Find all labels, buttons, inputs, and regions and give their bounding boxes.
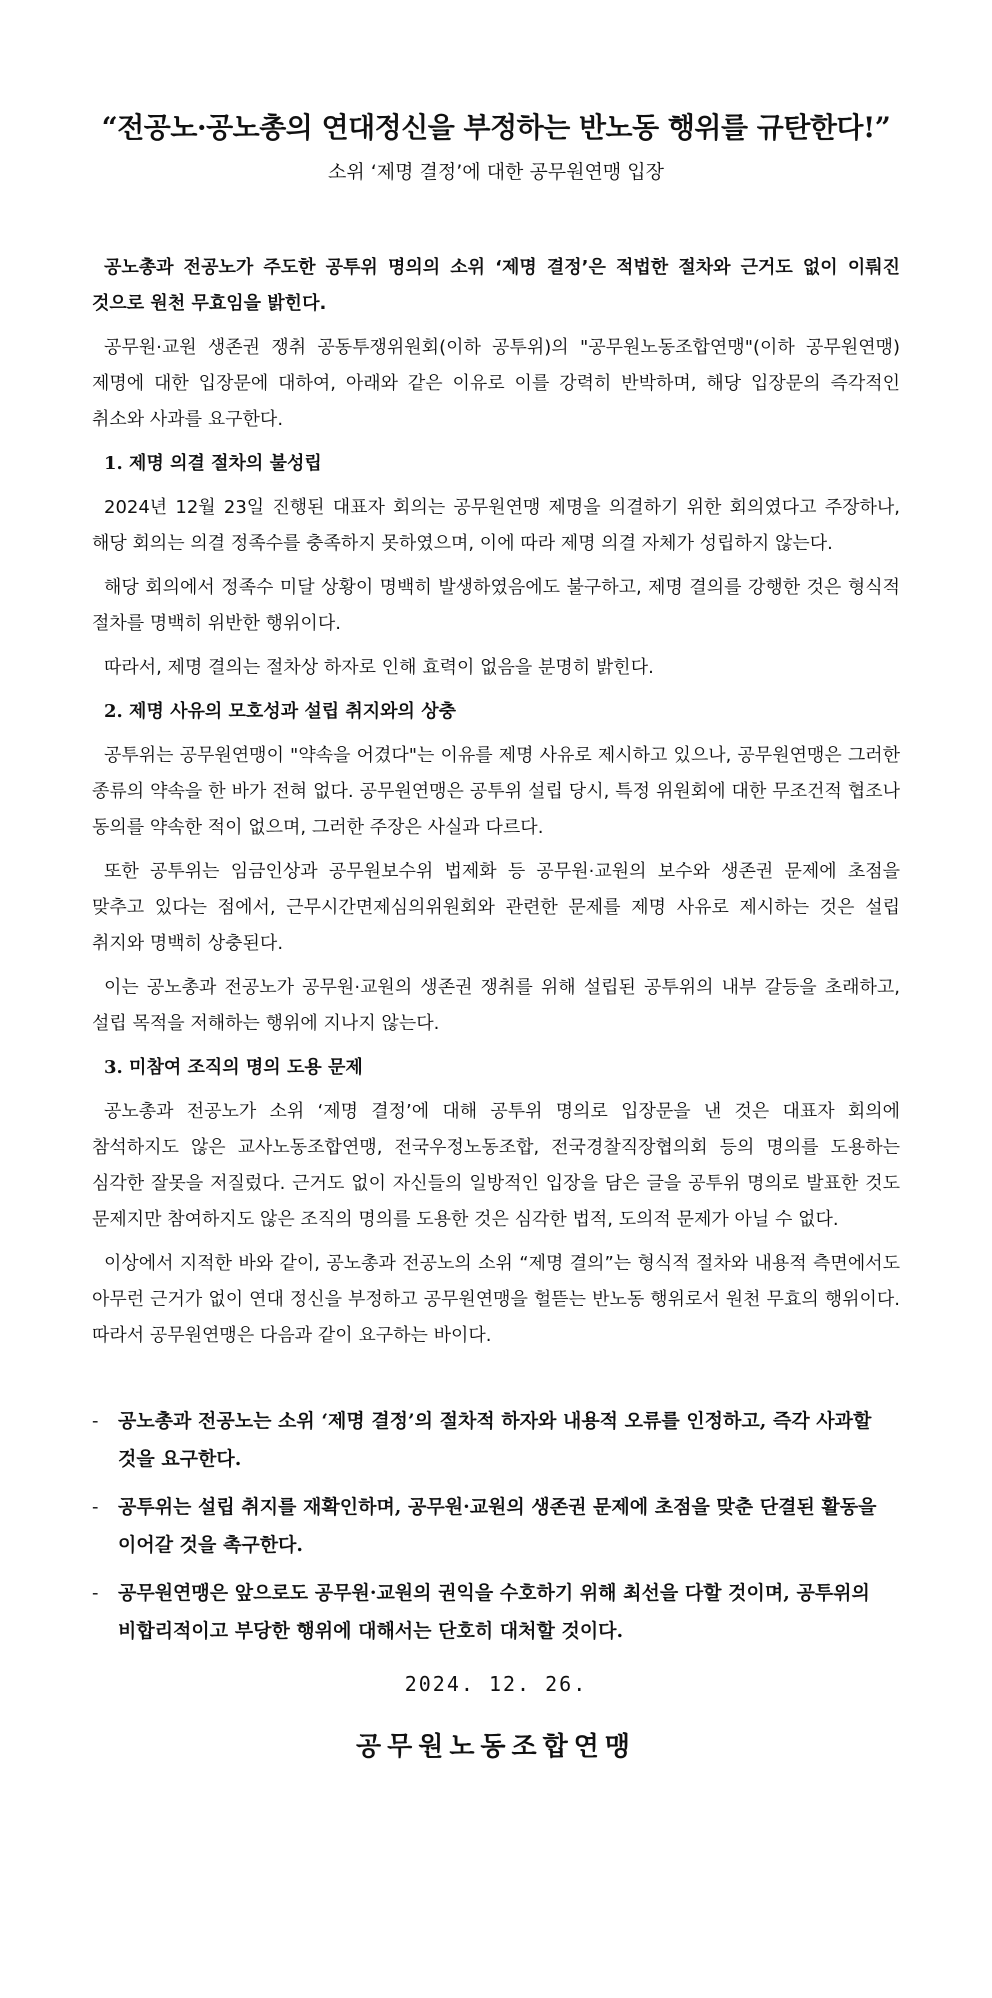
section-heading-2: 2. 제명 사유의 모호성과 설립 취지와의 상충: [104, 701, 456, 722]
demand-item: [92, 1488, 900, 1564]
document-body: [92, 250, 900, 1354]
section-2-paragraph: 또한 공투위는 임금인상과 공무원보수위 법제화 등 공무원·교원의 보수와 생존권 문제에 초점을 맞추고 있다는 점에서, 근무시간면제심의위원회와 관련한 문제를 제명 사유로 제시하는 것은 설립 취지와 명백히 상충된다.: [92, 861, 900, 954]
section-1-paragraph: 해당 회의에서 정족수 미달 상황이 명백히 발생하였음에도 불구하고, 제명 결의를 강행한 것은 형식적 절차를 명백히 위반한 행위이다.: [92, 577, 900, 634]
bullet-dash: -: [92, 1410, 99, 1432]
lead-statement: 공노총과 전공노가 주도한 공투위 명의의 소위 ‘제명 결정’은 적법한 절차와 근거도 없이 이뤄진 것으로 원천 무효임을 밝힌다.: [92, 257, 900, 314]
demand-text: 공노총과 전공노는 소위 ‘제명 결정’의 절차적 하자와 내용적 오류를 인정하고, 즉각 사과할 것을 요구한다.: [118, 1410, 872, 1470]
intro-paragraph: 공무원·교원 생존권 쟁취 공동투쟁위원회(이하 공투위)의 "공무원노동조합연맹"(이하 공무원연맹) 제명에 대한 입장문에 대하여, 아래와 같은 이유로 이를 강력히 반박하며, 해당 입장문의 즉각적인 취소와 사과를 요구한다.: [92, 337, 900, 430]
bullet-dash: -: [92, 1582, 99, 1604]
section-3-paragraph: 공노총과 전공노가 소위 ‘제명 결정’에 대해 공투위 명의로 입장문을 낸 것은 대표자 회의에 참석하지도 않은 교사노동조합연맹, 전국우정노동조합, 전국경찰직장협의회 등의 명의를 도용하는 심각한 잘못을 저질렀다. 근거도 없이 자신들의 일방적인 입장을 담은 글을 공투위 명의로 발표한 것도 문제지만 참여하지도 않은 조직의 명의를 도용한 것은 심각한 법적, 도의적 문제가 아닐 수 없다.: [92, 1101, 900, 1230]
section-heading-1: 1. 제명 의결 절차의 불성립: [104, 453, 322, 474]
section-2-paragraph: 이는 공노총과 전공노가 공무원·교원의 생존권 쟁취를 위해 설립된 공투위의 내부 갈등을 초래하고, 설립 목적을 저해하는 행위에 지나지 않는다.: [92, 977, 900, 1034]
demand-item: [92, 1402, 900, 1478]
statement-date: 2024. 12. 26.: [404, 1672, 588, 1696]
demand-item: [92, 1574, 900, 1650]
section-2-paragraph: 공투위는 공무원연맹이 "약속을 어겼다"는 이유를 제명 사유로 제시하고 있으나, 공무원연맹은 그러한 종류의 약속을 한 바가 전혀 없다. 공무원연맹은 공투위 설립 당시, 특정 위원회에 대한 무조건적 협조나 동의를 약속한 적이 없으며, 그러한 주장은 사실과 다르다.: [92, 745, 900, 838]
section-1-paragraph: 2024년 12월 23일 진행된 대표자 회의는 공무원연맹 제명을 의결하기 위한 회의였다고 주장하나, 해당 회의는 의결 정족수를 충족하지 못하였으며, 이에 따라 제명 의결 자체가 성립하지 않는다.: [92, 497, 900, 554]
demand-text: 공투위는 설립 취지를 재확인하며, 공무원·교원의 생존권 문제에 초점을 맞춘 단결된 활동을 이어갈 것을 촉구한다.: [118, 1496, 877, 1556]
document-subtitle: 소위 ‘제명 결정’에 대한 공무원연맹 입장: [328, 161, 664, 183]
bullet-dash: -: [92, 1496, 99, 1518]
document-title: “전공노·공노총의 연대정신을 부정하는 반노동 행위를 규탄한다!”: [101, 111, 891, 144]
demands-list: [92, 1402, 900, 1650]
demand-text: 공무원연맹은 앞으로도 공무원·교원의 권익을 수호하기 위해 최선을 다할 것이며, 공투위의 비합리적이고 부당한 행위에 대해서는 단호히 대처할 것이다.: [118, 1582, 870, 1642]
section-1-paragraph: 따라서, 제명 결의는 절차상 하자로 인해 효력이 없음을 분명히 밝힌다.: [104, 657, 654, 678]
section-3-paragraph: 이상에서 지적한 바와 같이, 공노총과 전공노의 소위 “제명 결의”는 형식적 절차와 내용적 측면에서도 아무런 근거가 없이 연대 정신을 부정하고 공무원연맹을 헐뜯는 반노동 행위로서 원천 무효의 행위이다. 따라서 공무원연맹은 다음과 같이 요구하는 바이다.: [92, 1253, 900, 1346]
organization-signature: 공무원노동조합연맹: [355, 1732, 637, 1762]
section-heading-3: 3. 미참여 조직의 명의 도용 문제: [104, 1057, 363, 1078]
